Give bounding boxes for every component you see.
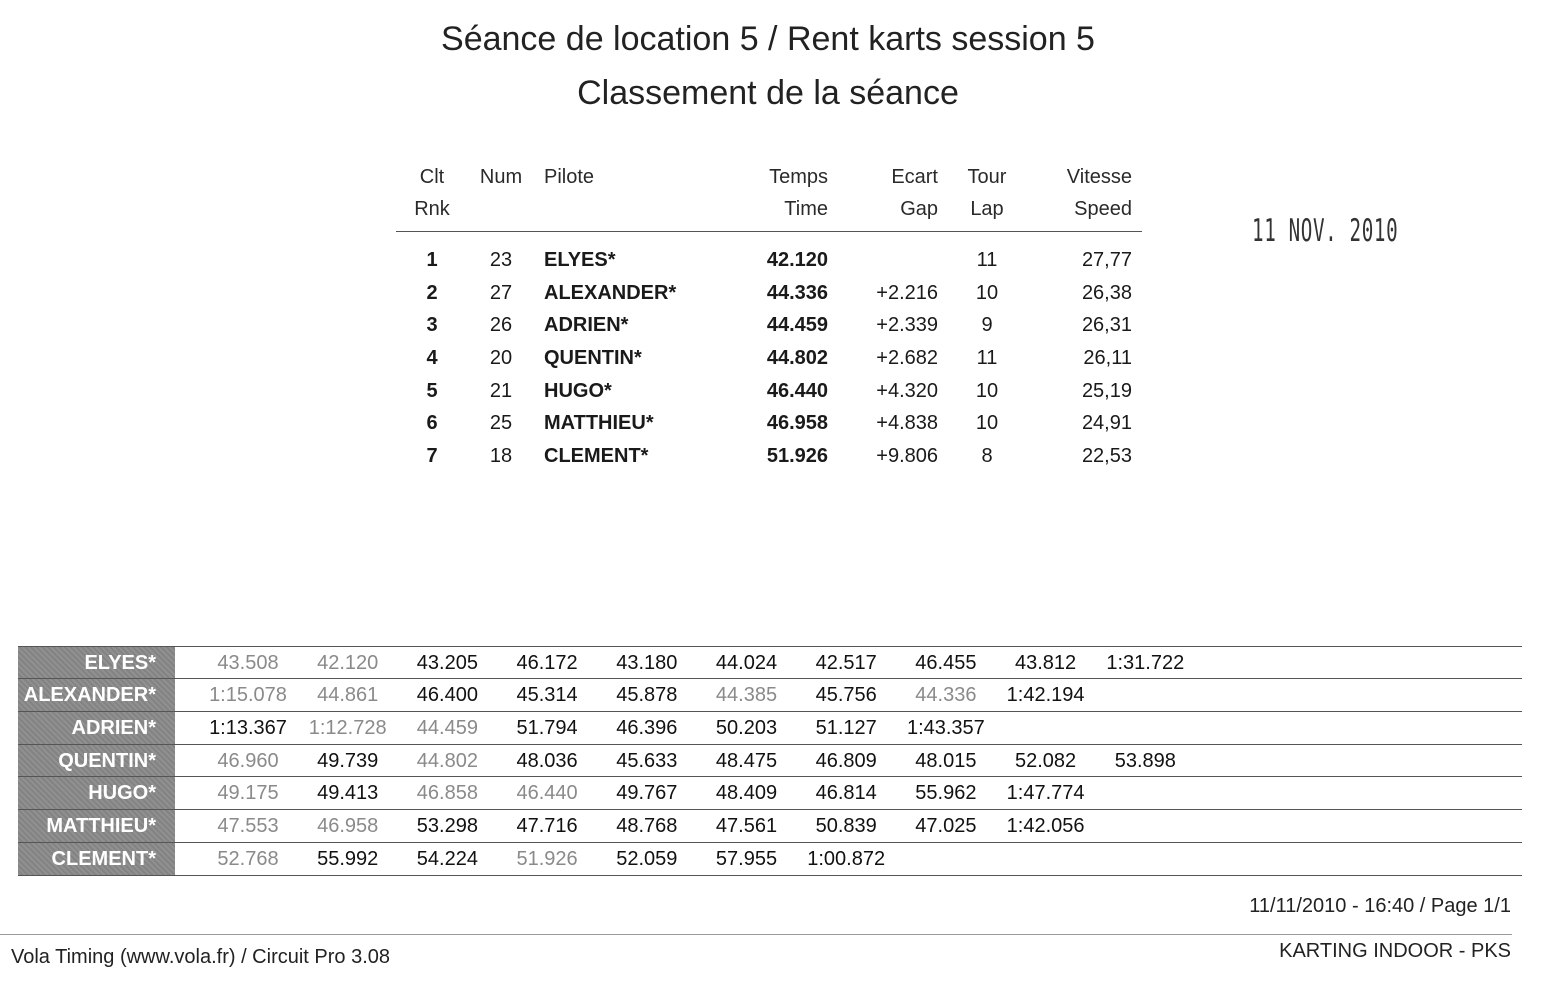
col-header-lap-en: Lap [970, 198, 1004, 220]
table-row [396, 344, 1142, 377]
best-lap-cell: 10 [975, 412, 999, 435]
page-subtitle: Classement de la séance [577, 74, 959, 112]
speed-cell: 26,38 [1081, 281, 1132, 304]
gap-cell: +2.216 [876, 281, 938, 304]
table-row [396, 311, 1142, 344]
lap-time-cell: 45.878 [616, 683, 678, 706]
lap-row-pilot-name: ALEXANDER* [18, 679, 175, 711]
col-header-time-en: Time [784, 198, 828, 220]
best-lap-cell: 10 [975, 281, 999, 304]
col-header-pilot: Pilote [544, 166, 595, 188]
lap-time-cell: 52.059 [616, 848, 678, 871]
lap-time-cell: 46.809 [815, 749, 877, 772]
speed-cell: 22,53 [1081, 445, 1132, 468]
lap-time-cell: 1:43.357 [906, 716, 985, 739]
rank-cell: 4 [426, 347, 438, 370]
lap-time-cell: 49.739 [317, 749, 379, 772]
lap-time-cell: 49.175 [217, 782, 279, 805]
best-time-cell: 44.802 [766, 347, 828, 370]
lap-row-pilot-name: QUENTIN* [18, 745, 175, 777]
lap-time-cell: 46.960 [217, 749, 279, 772]
lap-time-cell: 1:31.722 [1106, 652, 1185, 674]
lap-time-cell: 48.036 [516, 749, 578, 772]
lap-time-cell: 44.385 [715, 683, 778, 706]
lap-time-cell: 55.962 [915, 782, 977, 805]
kart-number-cell: 23 [489, 249, 513, 271]
kart-number-cell: 21 [489, 379, 513, 402]
col-header-rank-en: Rnk [414, 198, 450, 220]
lap-row-pilot-name: CLEMENT* [18, 843, 175, 875]
lap-time-cell: 53.298 [416, 815, 478, 838]
pilot-name-cell: MATTHIEU* [544, 412, 654, 435]
lap-time-cell: 47.561 [715, 815, 778, 838]
best-time-cell: 46.440 [766, 379, 828, 402]
lap-row-pilot-name: ELYES* [18, 647, 175, 678]
lap-time-cell: 49.413 [317, 782, 379, 805]
rank-cell: 2 [426, 281, 438, 304]
lap-time-cell: 48.409 [715, 782, 778, 805]
lap-time-cell: 1:13.367 [209, 716, 287, 739]
lap-row [18, 646, 1522, 679]
lap-row [18, 843, 1522, 876]
lap-time-cell: 42.517 [815, 652, 877, 674]
lap-time-cell: 43.205 [416, 652, 478, 674]
lap-time-cell: 1:47.774 [1006, 782, 1085, 805]
pilot-name-cell: ALEXANDER* [544, 281, 677, 304]
lap-time-cell: 46.814 [815, 782, 877, 805]
lap-time-cell: 44.802 [416, 749, 478, 772]
lap-row-pilot-name: HUGO* [18, 777, 175, 809]
lap-time-cell: 51.926 [516, 848, 578, 871]
speed-cell: 24,91 [1081, 412, 1132, 435]
footer-divider [0, 934, 1512, 935]
lap-time-cell: 57.955 [715, 848, 778, 871]
lap-row [18, 712, 1522, 745]
best-time-cell: 51.926 [766, 445, 828, 468]
lap-time-cell: 1:00.872 [807, 848, 886, 871]
header-row-en [396, 192, 1142, 224]
best-time-cell: 44.336 [766, 281, 828, 304]
pilot-name-cell: ELYES* [544, 249, 616, 271]
footer-venue: KARTING INDOOR - PKS [1279, 940, 1511, 962]
best-lap-cell: 9 [981, 314, 993, 337]
col-header-rank: Clt [419, 166, 445, 188]
lap-time-cell: 51.794 [516, 716, 578, 739]
lap-row [18, 679, 1522, 712]
header-row-fr [396, 160, 1142, 192]
lap-time-cell: 43.508 [217, 652, 279, 674]
lap-time-cell: 45.756 [815, 683, 877, 706]
lap-row-pilot-name: MATTHIEU* [18, 810, 175, 842]
table-row [396, 442, 1142, 475]
lap-time-cell: 47.553 [217, 815, 279, 838]
lap-time-cell: 43.180 [616, 652, 678, 674]
kart-number-cell: 25 [489, 412, 513, 435]
table-row [396, 279, 1142, 312]
speed-cell: 26,31 [1081, 314, 1132, 337]
best-lap-cell: 8 [981, 445, 993, 468]
footer-software: Vola Timing (www.vola.fr) / Circuit Pro 3.08 [11, 946, 391, 968]
lap-time-cell: 50.839 [815, 815, 877, 838]
speed-cell: 27,77 [1081, 249, 1132, 271]
lap-row [18, 810, 1522, 843]
header-divider [396, 231, 1142, 232]
lap-time-cell: 1:42.056 [1006, 815, 1085, 838]
lap-time-cell: 54.224 [416, 848, 478, 871]
lap-time-cell: 49.767 [616, 782, 678, 805]
col-header-gap: Ecart [891, 166, 938, 188]
kart-number-cell: 18 [489, 445, 513, 468]
lap-time-cell: 45.314 [516, 683, 578, 706]
date-stamp: 11 NOV. 2010 [1252, 213, 1399, 249]
speed-cell: 26,11 [1083, 347, 1132, 370]
pilot-name-cell: HUGO* [544, 379, 612, 402]
classification-rows [396, 246, 1142, 475]
lap-time-cell: 46.440 [516, 782, 578, 805]
lap-time-cell: 52.768 [217, 848, 279, 871]
lap-time-cell: 44.024 [715, 652, 778, 674]
lap-time-cell: 47.716 [516, 815, 578, 838]
best-time-cell: 44.459 [766, 314, 828, 337]
lap-row-pilot-name: ADRIEN* [18, 712, 175, 744]
lap-time-cell: 52.082 [1015, 749, 1077, 772]
rank-cell: 7 [426, 445, 438, 468]
lap-time-cell: 42.120 [317, 652, 379, 674]
lap-time-cell: 53.898 [1114, 749, 1176, 772]
gap-cell: +2.682 [876, 347, 938, 370]
col-header-lap: Tour [967, 166, 1007, 188]
lap-time-cell: 44.861 [317, 683, 379, 706]
gap-cell: +4.838 [876, 412, 938, 435]
page-title: Séance de location 5 / Rent karts session 5 [441, 20, 1095, 58]
lap-time-cell: 44.336 [915, 683, 977, 706]
col-header-speed: Vitesse [1066, 166, 1132, 188]
lap-time-cell: 46.400 [416, 683, 478, 706]
col-header-time: Temps [769, 166, 828, 188]
best-time-cell: 42.120 [766, 249, 828, 271]
best-time-cell: 46.958 [766, 412, 828, 435]
lap-time-cell: 1:12.728 [308, 716, 387, 739]
classification-table [396, 160, 1142, 475]
rank-cell: 5 [426, 379, 438, 402]
lap-time-cell: 48.015 [915, 749, 977, 772]
lap-time-cell: 45.633 [616, 749, 678, 772]
lap-time-cell: 47.025 [915, 815, 977, 838]
table-row [396, 246, 1142, 279]
speed-cell: 25,19 [1081, 379, 1132, 402]
kart-number-cell: 20 [489, 347, 513, 370]
rank-cell: 1 [426, 249, 438, 271]
best-lap-cell: 11 [976, 249, 998, 271]
lap-time-cell: 48.768 [616, 815, 678, 838]
lap-time-cell: 55.992 [317, 848, 379, 871]
lap-time-cell: 50.203 [715, 716, 778, 739]
lap-row [18, 745, 1522, 778]
kart-number-cell: 27 [489, 281, 513, 304]
lap-time-cell: 46.455 [915, 652, 977, 674]
table-row [396, 409, 1142, 442]
lap-time-cell: 43.812 [1015, 652, 1077, 674]
table-row [396, 377, 1142, 410]
lap-time-cell: 46.958 [317, 815, 379, 838]
pilot-name-cell: ADRIEN* [544, 314, 629, 337]
kart-number-cell: 26 [489, 314, 513, 337]
col-header-num: Num [479, 166, 523, 188]
pilot-name-cell: QUENTIN* [544, 347, 642, 370]
best-lap-cell: 10 [975, 379, 999, 402]
rank-cell: 3 [426, 314, 438, 337]
footer-date-page: 11/11/2010 - 16:40 / Page 1/1 [1249, 895, 1511, 917]
lap-time-cell: 51.127 [815, 716, 877, 739]
lap-times-grid [18, 646, 1522, 876]
col-header-speed-en: Speed [1074, 198, 1132, 220]
gap-cell: +9.806 [876, 445, 938, 468]
col-header-gap-en: Gap [900, 198, 938, 220]
lap-time-cell: 44.459 [416, 716, 478, 739]
lap-row [18, 777, 1522, 810]
gap-cell: +2.339 [876, 314, 938, 337]
best-lap-cell: 11 [976, 347, 998, 370]
lap-time-cell: 46.396 [616, 716, 678, 739]
lap-time-cell: 1:42.194 [1006, 683, 1085, 706]
lap-time-cell: 46.172 [516, 652, 578, 674]
gap-cell: +4.320 [876, 379, 938, 402]
pilot-name-cell: CLEMENT* [544, 445, 649, 468]
lap-time-cell: 46.858 [416, 782, 478, 805]
lap-time-cell: 1:15.078 [209, 683, 287, 706]
lap-time-cell: 48.475 [715, 749, 778, 772]
rank-cell: 6 [426, 412, 438, 435]
